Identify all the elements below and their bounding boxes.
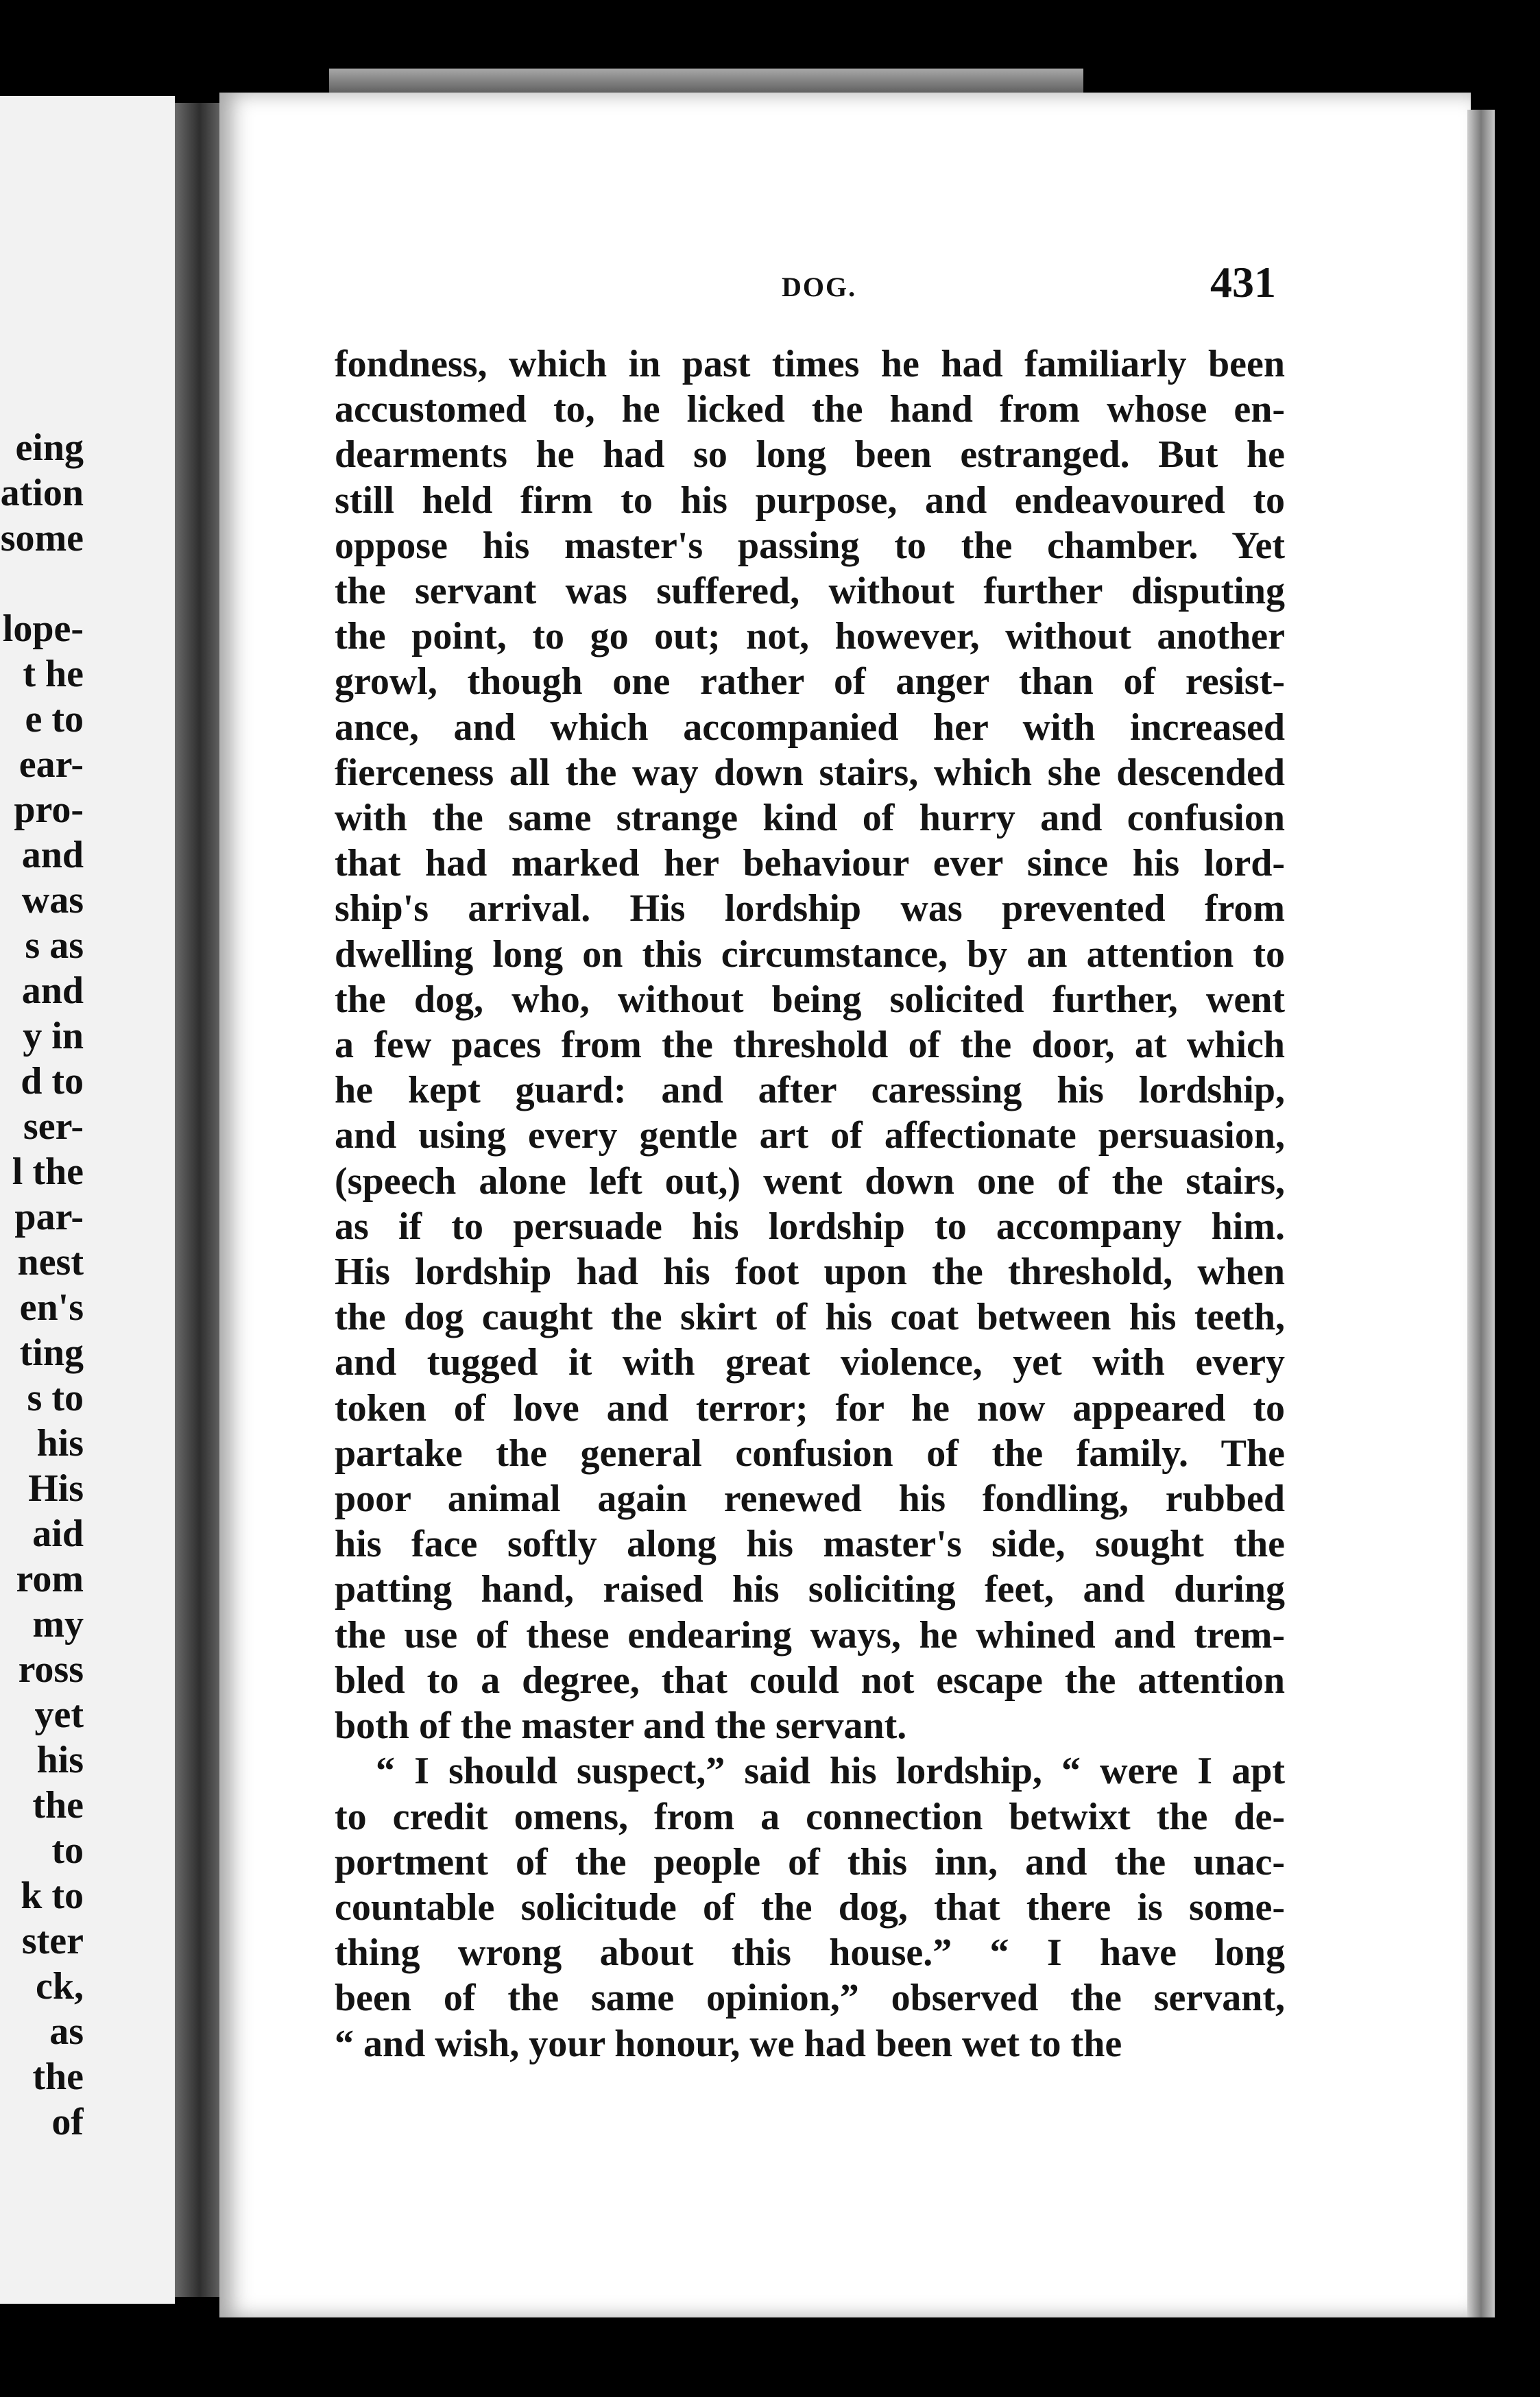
fragment-line: ear- (19, 743, 84, 786)
text-line: portment of the people of this inn, and the unac- (335, 1840, 1285, 1883)
text-line: ship's arrival. His lordship was prevented from (335, 887, 1285, 930)
text-line: poor animal again renewed his fondling, rubbed (335, 1478, 1285, 1521)
fragment-line: t he (23, 653, 84, 695)
text-line: the servant was suffered, without further disputing (335, 570, 1285, 613)
text-line: fondness, which in past times he had familiarly been (335, 343, 1285, 385)
text-line: the dog caught the skirt of his coat between his teeth, (335, 1296, 1285, 1339)
fragment-line: s as (25, 924, 84, 967)
fragment-line: and (21, 969, 84, 1012)
text-line: with the same strange kind of hurry and confusion (335, 797, 1285, 840)
fragment-line: was (21, 879, 84, 922)
text-line: been of the same opinion,” observed the servant, (335, 1977, 1285, 2020)
fragment-line: y in (23, 1015, 84, 1057)
text-line: fierceness all the way down stairs, which she descended (335, 751, 1285, 794)
fragment-line: ross (18, 1648, 84, 1691)
fragment-line: lope- (2, 607, 84, 650)
fragment-line: my (32, 1603, 84, 1646)
fragment-line: e to (25, 698, 84, 740)
text-line: the dog, who, without being solicited further, went (335, 978, 1285, 1021)
text-line: countable solicitude of the dog, that there is some- (335, 1886, 1285, 1929)
fragment-line: of (51, 2101, 84, 2143)
fragment-line: and (21, 834, 84, 876)
text-line: both of the master and the servant. (335, 1705, 907, 1748)
fragment-line: l the (12, 1151, 84, 1193)
fragment-line: rom (16, 1558, 84, 1600)
fragment-line: His (28, 1467, 84, 1510)
fragment-line: to (51, 1829, 84, 1872)
body-text (335, 341, 1285, 2067)
text-line: ance, and which accompanied her with increased (335, 706, 1285, 749)
text-line: and tugged it with great violence, yet with every (335, 1341, 1285, 1384)
text-line: token of love and terror; for he now appeared to (335, 1386, 1285, 1430)
text-line: to credit omens, from a connection betwixt the de- (335, 1795, 1285, 1838)
previous-page-text (0, 425, 84, 2145)
fragment-line: the (32, 2056, 84, 2098)
fragment-line: en's (19, 1286, 84, 1329)
fragment-line: ster (21, 1920, 84, 1962)
text-line: bled to a degree, that could not escape the attention (335, 1659, 1285, 1702)
running-head: DOG. (782, 272, 857, 302)
fragment-line: his (36, 1422, 84, 1465)
previous-page-fragment (0, 96, 175, 2304)
fragment-line: his (36, 1739, 84, 1781)
fragment-line: the (32, 1784, 84, 1827)
text-line: that had marked her behaviour ever since his lord- (335, 842, 1285, 885)
fragment-line: s to (27, 1377, 84, 1419)
page-number: 431 (1210, 258, 1276, 306)
fragment-line: d to (21, 1060, 84, 1103)
text-line: (speech alone left out,) went down one of the stairs, (335, 1159, 1285, 1203)
text-line: “ and wish, your honour, we had been wet to the (335, 2022, 1122, 2065)
fragment-line: yet (34, 1694, 84, 1736)
fragment-line: pro- (14, 788, 84, 831)
fragment-line: ting (19, 1332, 84, 1374)
fragment-line: par- (14, 1196, 84, 1238)
text-line: thing wrong about this house.” “ I have long (335, 1931, 1285, 1975)
text-line: accustomed to, he licked the hand from whose en- (335, 388, 1285, 431)
text-line: “ I should suspect,” said his lordship, “ were I apt (376, 1750, 1285, 1793)
fragment-line: ser- (23, 1105, 84, 1148)
text-line: and using every gentle art of affectionate persuasion, (335, 1114, 1285, 1157)
text-line: oppose his master's passing to the chamber. Yet (335, 524, 1285, 567)
text-line: his face softly along his master's side, sought the (335, 1523, 1285, 1566)
fragment-line (0, 561, 84, 606)
text-line: still held firm to his purpose, and endeavoured to (335, 479, 1285, 522)
fragment-line: as (49, 2010, 84, 2053)
text-line: dwelling long on this circumstance, by an attention to (335, 932, 1285, 976)
text-line: the point, to go out; not, however, without another (335, 615, 1285, 658)
text-line: dearments he had so long been estranged. But he (335, 433, 1285, 477)
fragment-line: k to (21, 1875, 84, 1917)
fragment-line: ation (0, 472, 84, 514)
text-line: as if to persuade his lordship to accompany him. (335, 1205, 1285, 1248)
fragment-line: aid (32, 1513, 84, 1555)
text-line: patting hand, raised his soliciting feet, and during (335, 1568, 1285, 1611)
page-edge (1467, 110, 1495, 2317)
fragment-line: ck, (36, 1965, 84, 2008)
text-line: growl, though one rather of anger than of resist- (335, 660, 1285, 703)
fragment-line: some (0, 517, 84, 559)
text-line: partake the general confusion of the family. The (335, 1432, 1285, 1475)
binding-strip (329, 69, 1083, 95)
text-line: the use of these endearing ways, he whined and trem- (335, 1613, 1285, 1657)
text-line: he kept guard: and after caressing his lordship, (335, 1069, 1285, 1112)
text-line: a few paces from the threshold of the door, at which (335, 1024, 1285, 1067)
fragment-line: nest (17, 1241, 84, 1284)
text-line: His lordship had his foot upon the threshold, when (335, 1251, 1285, 1294)
fragment-line: eing (15, 426, 84, 469)
